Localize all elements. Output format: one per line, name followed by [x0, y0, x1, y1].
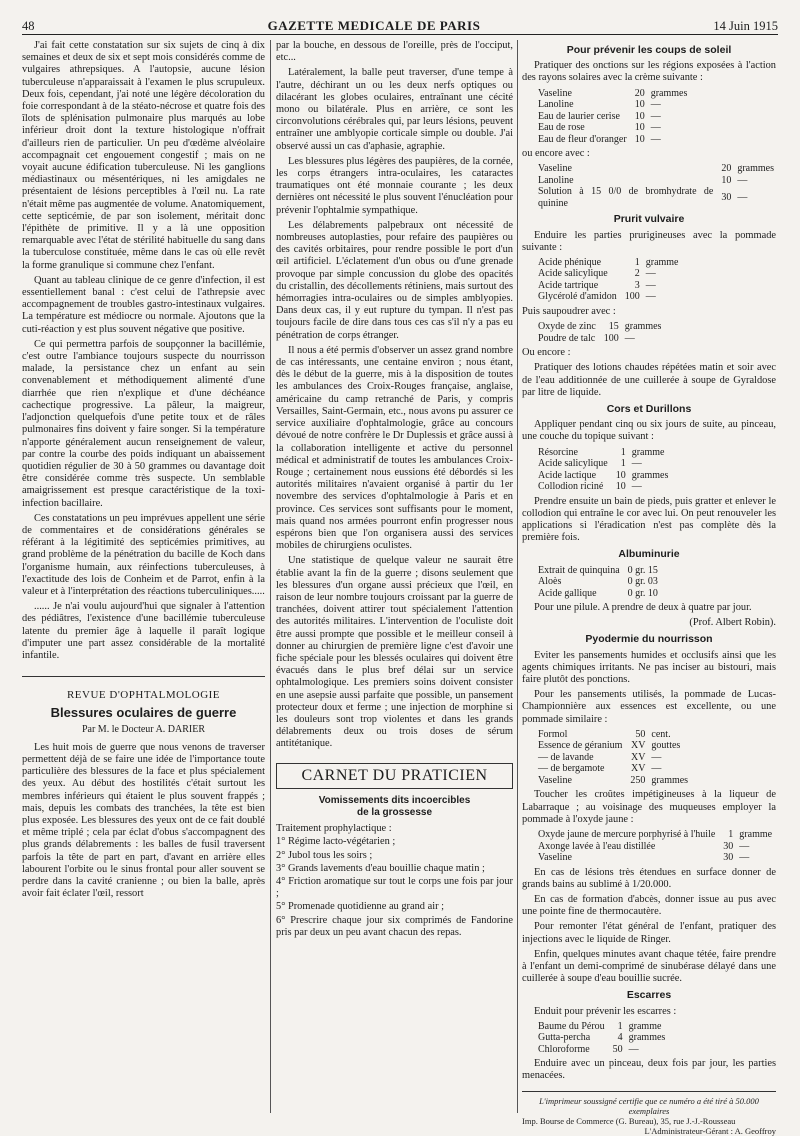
recipe-row [536, 829, 774, 841]
ingredient-name: Vaseline [538, 163, 572, 175]
paragraph: Les délabrements palpebraux ont nécessité de nombreuses autoplasties, pour refaire des paupières ou des cavités orbitaires, pour rendre possible le port d'un œil artificiel. L'éclatement d'un obus ou d'une grenade provoque par simple concussion du globe des opacités du cristallin, des décollements rétiniens, mais surtout des hémorragies intra-oculaires ou de simples amblyopies. Dans deux cas, il y eut rupture du tympan. Il n'est pas toujours facile de dire dans tous ces cas s'il n'y a pas eu pénétration de corps étranger. [276, 219, 513, 341]
ingredient-name: Acide tartrique [538, 279, 599, 291]
subsection-title-line: Vomissements dits incoercibles [318, 794, 471, 806]
ingredient-unit [660, 576, 666, 588]
ingredient-name: Chloroforme [538, 1043, 590, 1055]
paragraph: Une statistique de quelque valeur ne saurait être établie avant la fin de la guerre ; disons seulement que les blessures d'un organe aussi précieux que l'œil, en raison de leur nombre toujours croissant par la guerre de tranchées, doivent attirer tout spécialement l'attention des autorités militaires. L'intervention de l'oculiste doit être aussi prompte que possible et le meilleur conseil à donner au chirurgien de première ligne c'est d'avoir une fiche spéciale pour les blessés oculaires qui doivent être évacués dans le plus bref délai sur un service ophtalmologique. Les premiers soins doivent consister en une asepsie aussi parfaite que possible, un pansement protecteur doux et ferme ; une injection de morphine si les douleurs sont trop violentes et dans les grands délabrements deux ou trois doses de sérum antitétanique. [276, 555, 513, 750]
recipe-row [536, 280, 681, 292]
article-byline: Par M. le Docteur A. DARIER [81, 723, 206, 735]
ingredient-unit: gouttes [651, 740, 681, 752]
ingredient-name: Acide lactique [538, 469, 597, 481]
paragraph: Enduire les parties prurigineuses avec la pommade suivante : [522, 229, 776, 253]
ingredient-name: Solution à 15 0/0 de bromhydrate de quinine [538, 186, 714, 209]
paragraph: Les blessures plus légères des paupières, de la cornée, les corps étrangers intra-oculaires, les cataractes traumatiques ont été monnaie courante ; les deux dernières ont nécessité le plus souvent l'énucléation pour prévenir l'ophtalmie sympathique. [276, 155, 513, 216]
recipe-row [536, 576, 666, 588]
ingredient-unit: — [737, 192, 748, 204]
ingredient-name: Résorcine [538, 446, 578, 458]
ingredient-quantity: XV [630, 763, 646, 775]
ingredient-name: Baume du Pérou [538, 1020, 605, 1032]
recipe-row [536, 752, 690, 764]
ingredient-name: Oxyde de zinc [538, 321, 596, 333]
recipe-row [536, 1021, 667, 1033]
paragraph: J'ai fait cette constatation sur six sujets de cinq à dix semaines et deux de six et sept mois considérés comme de vulgaires athrepsiques. A l'autopsie, aucune lésion tuberculeuse n'apparaissait à l'examen le plus scrupuleux. Deux fois, cependant, j'ai noté une légère décoloration du foie correspondant à de la stéato-nécrose et quatre fois des îlots de splénisation pulmonaire plus marqués au lobe inférieur droit dont la texture histologique n'offrait d'ailleurs rien de particulier. Un peu d'œdème alvéolaire accompagnait cet engouement congestif ; mais on ne voyait aucune édification tuberculeuse. Ni les ganglions médiastinaux ou mésentériques, ni les amigdales ne présentaient de lésions perceptibles à l'œil nu. La rate n'était même pas augmentée de volume. Anatomiquement, cette septicémie, de par son isolement, méritait donc l'épithète de primitive. Il y a là une opposition remarquable avec l'état de stérilité habituelle du sang dans la tuberculose constituée, même dans le cas où elle revêt la forme granulique si commune chez l'enfant. [22, 40, 265, 271]
ingredient-unit: grammes [737, 163, 774, 175]
recipe-row [536, 458, 670, 470]
subsection-title [276, 795, 513, 819]
ingredient-quantity: 0 gr. 10 [627, 587, 658, 599]
recipe-row [536, 99, 689, 111]
recipe-title: Pour prévenir les coups de soleil [566, 44, 732, 56]
ingredient-quantity: 20 [634, 87, 645, 99]
recipe-title: Cors et Durillons [606, 402, 692, 415]
ingredient-name: Essence de géranium [538, 740, 623, 752]
paragraph: Ce qui permettra parfois de soupçonner la bacillémie, c'est outre l'ambiance toujours suspecte du nourrisson malade, la persistance chez un enfant au sein convenablement et méthodiquement alimenté d'une diarrhée que rien n'explique et d'une déchéance cachectique progressive. La pâleur, la maigreur, l'adjonction quelquefois d'une petite toux et de râles pulmonaires fins doivent y faire songer. Si la température n'apporte généralement aucun renseignement de valeur, par contre la courbe des poids indiquant un abaissement quotidien régulier de 30 à 50 grammes ou davantage doit être considérée comme très suspecte. Un semblable amaigrissement est presque caractéristique de la toxi-infection bacillaire. [22, 338, 265, 509]
administrator: L'Administrateur-Gérant : A. Geoffroy [644, 1125, 776, 1136]
ingredient-quantity: 1 [620, 446, 626, 458]
list-item: 5° Promenade quotidienne au grand air ; [276, 901, 445, 913]
list-item: 1° Régime lacto-végétarien ; [276, 836, 396, 848]
ingredient-name: Eau de fleur d'oranger [538, 133, 627, 145]
ingredient-name: Vaseline [538, 852, 572, 863]
column-2 [276, 40, 513, 1110]
ingredient-quantity: 50 [635, 728, 646, 740]
ingredient-quantity: XV [630, 740, 646, 752]
ingredient-unit: — [650, 110, 661, 122]
ingredient-quantity: 30 [723, 840, 734, 852]
ingredient-quantity: 30 [723, 852, 734, 863]
recipe-row [536, 291, 681, 303]
ingredient-name: Eau de rose [538, 122, 585, 134]
recipe-row [536, 321, 663, 333]
recipe-row [536, 763, 690, 775]
ingredient-unit: grammes [628, 1032, 666, 1044]
recipe-table [536, 729, 690, 787]
issue-date: 14 Juin 1915 [713, 19, 778, 33]
column-rule-1 [270, 40, 271, 1113]
recipe-row [536, 163, 776, 175]
ingredient-name: Gutta-percha [538, 1032, 591, 1044]
ingredient-name: Axonge lavée à l'eau distillée [538, 840, 656, 852]
ingredient-quantity: 30 [721, 192, 732, 204]
paragraph: Puis saupoudrer avec : [522, 305, 616, 317]
ingredient-quantity: 2 [634, 268, 640, 280]
print-run-certificate: L'imprimeur soussigné certifie que ce numéro a été tiré à 50.000 exemplaires [539, 1095, 759, 1116]
ingredient-quantity: 1 [620, 458, 626, 470]
recipe-table [536, 321, 663, 344]
recipe-table [536, 257, 681, 303]
ingredient-quantity: 10 [634, 133, 645, 145]
list-item: 4° Friction aromatique sur tout le corps une fois par jour ; [276, 876, 513, 900]
ingredient-unit: — [650, 122, 661, 134]
ingredient-unit: grammes [651, 774, 689, 786]
ingredient-quantity: 10 [615, 469, 626, 481]
ingredient-unit [660, 565, 666, 577]
ingredient-unit: grammes [650, 87, 688, 99]
ingredient-quantity: XV [630, 751, 646, 763]
ingredient-unit: gramme [628, 1020, 662, 1032]
paragraph: Pour les pansements utilisés, la pommade de Lucas-Championnière aux essences est excellente, ou une pommade similaire : [522, 689, 776, 725]
ingredient-quantity: 1 [728, 829, 734, 840]
ingredient-unit: gramme [739, 829, 773, 840]
ingredient-unit: — [739, 840, 750, 852]
ingredient-unit: grammes [624, 321, 662, 333]
ingredient-name: Glycérolé d'amidon [538, 291, 617, 303]
recipe-row [536, 481, 670, 493]
recipe-row [536, 470, 670, 482]
recipe-table [536, 163, 776, 209]
recipe-table [536, 1021, 667, 1056]
ingredient-unit: — [645, 291, 656, 303]
ingredient-unit: cent. [651, 728, 671, 740]
ingredient-name: Collodion riciné [538, 481, 604, 493]
ingredient-quantity: 10 [634, 110, 645, 122]
ingredient-unit [660, 588, 666, 600]
page-number: 48 [22, 19, 35, 33]
recipe-row [536, 588, 666, 600]
recipe-row [536, 740, 690, 752]
list-item: 3° Grands lavements d'eau bouillie chaque matin ; [276, 862, 485, 874]
paragraph: Appliquer pendant cinq ou six jours de suite, au pinceau, une couche du topique suivant : [522, 419, 776, 443]
ingredient-quantity: 100 [624, 291, 640, 303]
column-1 [22, 40, 265, 1110]
subsection-title-line: de la grossesse [356, 806, 433, 818]
ingredient-unit: — [628, 1043, 639, 1055]
ingredient-unit: — [624, 332, 635, 344]
ingredient-name: Acide phénique [538, 256, 602, 268]
ingredient-unit: — [651, 751, 662, 763]
recipe-title: Albuminurie [618, 548, 680, 561]
ingredient-name: Lanoline [538, 99, 574, 111]
paragraph: Enduire avec un pinceau, deux fois par jour, les parties menacées. [522, 1058, 776, 1082]
ingredient-name: Acide salicylique [538, 268, 608, 280]
paragraph: ou encore avec : [522, 148, 590, 160]
paragraph: Toucher les croûtes impétigineuses à la liqueur de Labarraque ; au voisinage des muqueuses employer la pommade à l'oxyde jaune : [522, 789, 776, 825]
ingredient-unit: gramme [631, 446, 665, 458]
paragraph: Enduit pour prévenir les escarres : [534, 1005, 677, 1017]
ingredient-unit: — [739, 852, 750, 863]
ingredient-name: Acide gallique [538, 587, 597, 599]
ingredient-name: Formol [538, 728, 568, 740]
recipe-table [536, 565, 666, 600]
recipe-row [536, 333, 663, 345]
ingredient-name: — de lavande [538, 751, 594, 763]
paragraph: Ou encore : [522, 347, 571, 359]
carnet-box [276, 763, 513, 789]
ingredient-quantity: 100 [603, 332, 619, 344]
printer-address: Imp. Bourse de Commerce (G. Bureau), 35, rue J.-J.-Rousseau [522, 1115, 736, 1126]
paragraph: Quant au tableau clinique de ce genre d'infection, il est essentiellement banal : c'est celui de l'athrepsie avec accompagnement de troubles gastro-intestinaux vulgaires. La température est médiocre ou normale. Ajoutons que la cuti-réaction y est plus souvent négative que positive. [22, 274, 265, 335]
ingredient-name: Vaseline [538, 87, 572, 99]
ingredient-quantity: 10 [721, 174, 732, 186]
recipe-row [536, 88, 689, 100]
paragraph: par la bouche, en dessous de l'oreille, près de l'occiput, etc... [276, 40, 513, 64]
paragraph: Pratiquer des onctions sur les régions exposées à l'action des rayons solaires avec la crème suivante : [522, 60, 776, 84]
column-rule-2 [517, 40, 518, 1113]
ingredient-unit: — [651, 763, 662, 775]
recipe-row [536, 447, 670, 459]
paragraph: Pour une pilule. A prendre de deux à quatre par jour. [534, 602, 752, 614]
paragraph: En cas de lésions très étendues en surface donner de grands bains au sublimé à 1/20.000. [522, 866, 776, 890]
paragraph: ...... Je n'ai voulu aujourd'hui que signaler à l'attention des pédiâtres, l'existence d'une bacillémie tuberculeuse latente du premier âge à laquelle il paraît logique d'imputer une part assez considérable de la mortalité infantile. [22, 601, 265, 661]
recipe-title: Pyodermie du nourrisson [585, 633, 713, 646]
paragraph: Latéralement, la balle peut traverser, d'une tempe à l'autre, déchirant un ou les deux nerfs optiques ou dilacérant les globes oculaires, entraînant une cécité mono ou bilatérale. Plus en arrière, ce sont les circonvolutions cérébrales qui, par leurs lésions, peuvent entraîner une amblyopie corticale simple ou double. J'ai observé aussi un cas d'aphasie, agraphie. [276, 67, 513, 152]
paragraph: Pratiquer des lotions chaudes répétées matin et soir avec de l'eau additionnée de une cuillerée à soupe de Gyraldose par litre de liquide. [522, 362, 776, 398]
ingredient-unit: — [631, 481, 642, 493]
ingredient-unit: — [650, 99, 661, 111]
ingredient-unit: — [631, 458, 642, 470]
ingredient-quantity: 4 [617, 1032, 623, 1044]
paragraph: Il nous a été permis d'observer un assez grand nombre de cas intéressants, une centaine environ ; nous étant, dès le début de la guerre, mis à la disposition de toutes les ambulances des Croix-Rouges française, anglaise, américaine du camp retranché de Paris, y compris Versailles, Saint-Germain, etc., nous avons pu assurer ce service auxiliaire d'ophtalmologie, grâce au concours dévoué de notre confrère le Dr Duplessis et grâce aussi à la collaboration intelligente et active du personnel médical et administratif de toutes les ambulances Croix-Rouge ; certainement nous eussions été débordés si les autorités militaires n'avaient organisé à partir du 1er novembre des services d'ophtalmologie à Paris et en province. Ces services sont suffisants pour le moment, mais quand nos armées pourront enfin progresser nous espérons bien que l'on organisera aussi des services mobiles de chirurgiens oculistes. [276, 344, 513, 552]
recipe-row [536, 111, 689, 123]
list-intro: Traitement prophylactique : [276, 823, 392, 835]
ingredient-quantity: 10 [634, 122, 645, 134]
ingredient-quantity: 0 gr. 03 [627, 576, 658, 588]
paragraph: Prendre ensuite un bain de pieds, puis gratter et enlever le collodion qui entraîne le cor avec lui. On peut renouveler les applications si l'éradication n'est pas complète dès la première fois. [522, 495, 776, 544]
paragraph: Ces constatations un peu imprévues appellent une série de commentaires et de considérations générales se référant à la légitimité des septicémies primitives, au grand problème de la pénétration du bacille de Koch dans l'organisme humain, aux réinfections tuberculeuses, à l'exactitude des lois de Conheim et de Parrot, enfin à la valeur et à l'interprétation des réactions tuberculiniques..... [22, 512, 265, 597]
recipe-row [536, 1044, 667, 1056]
recipe-table [536, 447, 670, 493]
ingredient-name: Eau de laurier cerise [538, 110, 620, 122]
recipe-row [536, 852, 774, 864]
carnet-title: CARNET DU PRATICIEN [301, 766, 488, 784]
article-title: Blessures oculaires de guerre [50, 705, 237, 721]
recipe-row [536, 186, 776, 209]
imprint-footer [522, 1091, 776, 1136]
paragraph: Enfin, quelques minutes avant chaque tétée, faire prendre à l'enfant un demi-comprimé de sinubérase délayé dans une cuillerée à soupe d'eau bouillie sucrée. [522, 948, 776, 985]
recipe-row [536, 841, 774, 853]
recipe-row [536, 257, 681, 269]
recipe-table [536, 88, 689, 146]
list-item: 6° Prescrire chaque jour six comprimés de Fandorine pris par deux un peu avant chacun des repas. [276, 914, 513, 938]
ingredient-name: Vaseline [538, 774, 572, 786]
recipe-row [536, 175, 776, 187]
ingredient-quantity: 0 gr. 15 [627, 564, 658, 576]
paragraph: Eviter les pansements humides et occlusifs ainsi que les agents chimiques irritants. Ne pas inciser au bistouri, mais faire plutôt des ponctions. [522, 649, 776, 686]
ingredient-name: Lanoline [538, 174, 574, 186]
recipe-row [536, 1032, 667, 1044]
journal-title: GAZETTE MEDICALE DE PARIS [267, 18, 481, 33]
recipe-row [536, 565, 666, 577]
ingredient-name: Extrait de quinquina [538, 564, 620, 576]
paragraph: Les huit mois de guerre que nous venons de traverser permettent déjà de se faire une idée de l'importance toute particulière des blessures de la face et plus spécialement des yeux. Au début des hostilités c'était surtout les membres inférieurs qui étaient le plus souvent frappés ; mais, depuis les combats des tranchées, la tête est bien plus exposée. Les blessures des yeux ont de ce fait doublé et même triplé ; cela par éclat d'obus s'accompagnent des plus grands délabrements : les balles de fusil traversent parfois la tête de part en part, d'avant en arrière elles labourent l'orbite ou le sinus frontal pour aller souvent se perdre dans la cavité cranienne ; ou bien la balle, après avoir fait éclater l'œil, ressort [22, 741, 265, 900]
ingredient-unit: — [650, 133, 661, 145]
recipe-row [536, 729, 690, 741]
ingredient-quantity: 15 [608, 321, 619, 333]
recipe-row [536, 268, 681, 280]
ingredient-unit: gramme [645, 256, 679, 268]
ingredient-unit: — [645, 268, 656, 280]
ingredient-quantity: 20 [721, 163, 732, 175]
page-header [22, 12, 778, 35]
ingredient-quantity: 50 [612, 1043, 623, 1055]
ingredient-quantity: 10 [615, 481, 626, 493]
ingredient-name: Acide salicylique [538, 458, 608, 470]
ingredient-name: Oxyde jaune de mercure porphyrisé à l'huile [538, 829, 716, 840]
ingredient-name: — de bergamote [538, 763, 605, 775]
ingredient-unit: — [645, 279, 656, 291]
ingredient-quantity: 1 [634, 256, 640, 268]
ingredient-quantity: 10 [634, 99, 645, 111]
recipe-table [536, 829, 774, 864]
recipe-row [536, 775, 690, 787]
ingredient-quantity: 250 [630, 774, 646, 786]
recipe-row [536, 122, 689, 134]
list-item: 2° Jubol tous les soirs ; [276, 849, 373, 861]
ingredient-unit: — [737, 174, 748, 186]
recipe-row [536, 134, 689, 146]
ingredient-quantity: 1 [617, 1020, 623, 1032]
ingredient-quantity: 3 [634, 279, 640, 291]
column-3 [522, 40, 776, 1136]
section-heading-revue: REVUE D'OPHTALMOLOGIE [22, 676, 265, 701]
ingredient-name: Poudre de talc [538, 332, 596, 344]
paragraph: En cas de formation d'abcès, donner issue au pus avec une pointe fine de thermocautère. [522, 893, 776, 918]
ingredient-name: Aloès [538, 576, 562, 588]
signature: (Prof. Albert Robin). [689, 617, 776, 629]
recipe-title: Prurit vulvaire [613, 213, 685, 226]
recipe-title: Escarres [626, 989, 672, 1002]
ingredient-unit: grammes [631, 469, 669, 481]
paragraph: Pour remonter l'état général de l'enfant, pratiquer des injections avec le liquide de Ringer. [522, 921, 776, 945]
